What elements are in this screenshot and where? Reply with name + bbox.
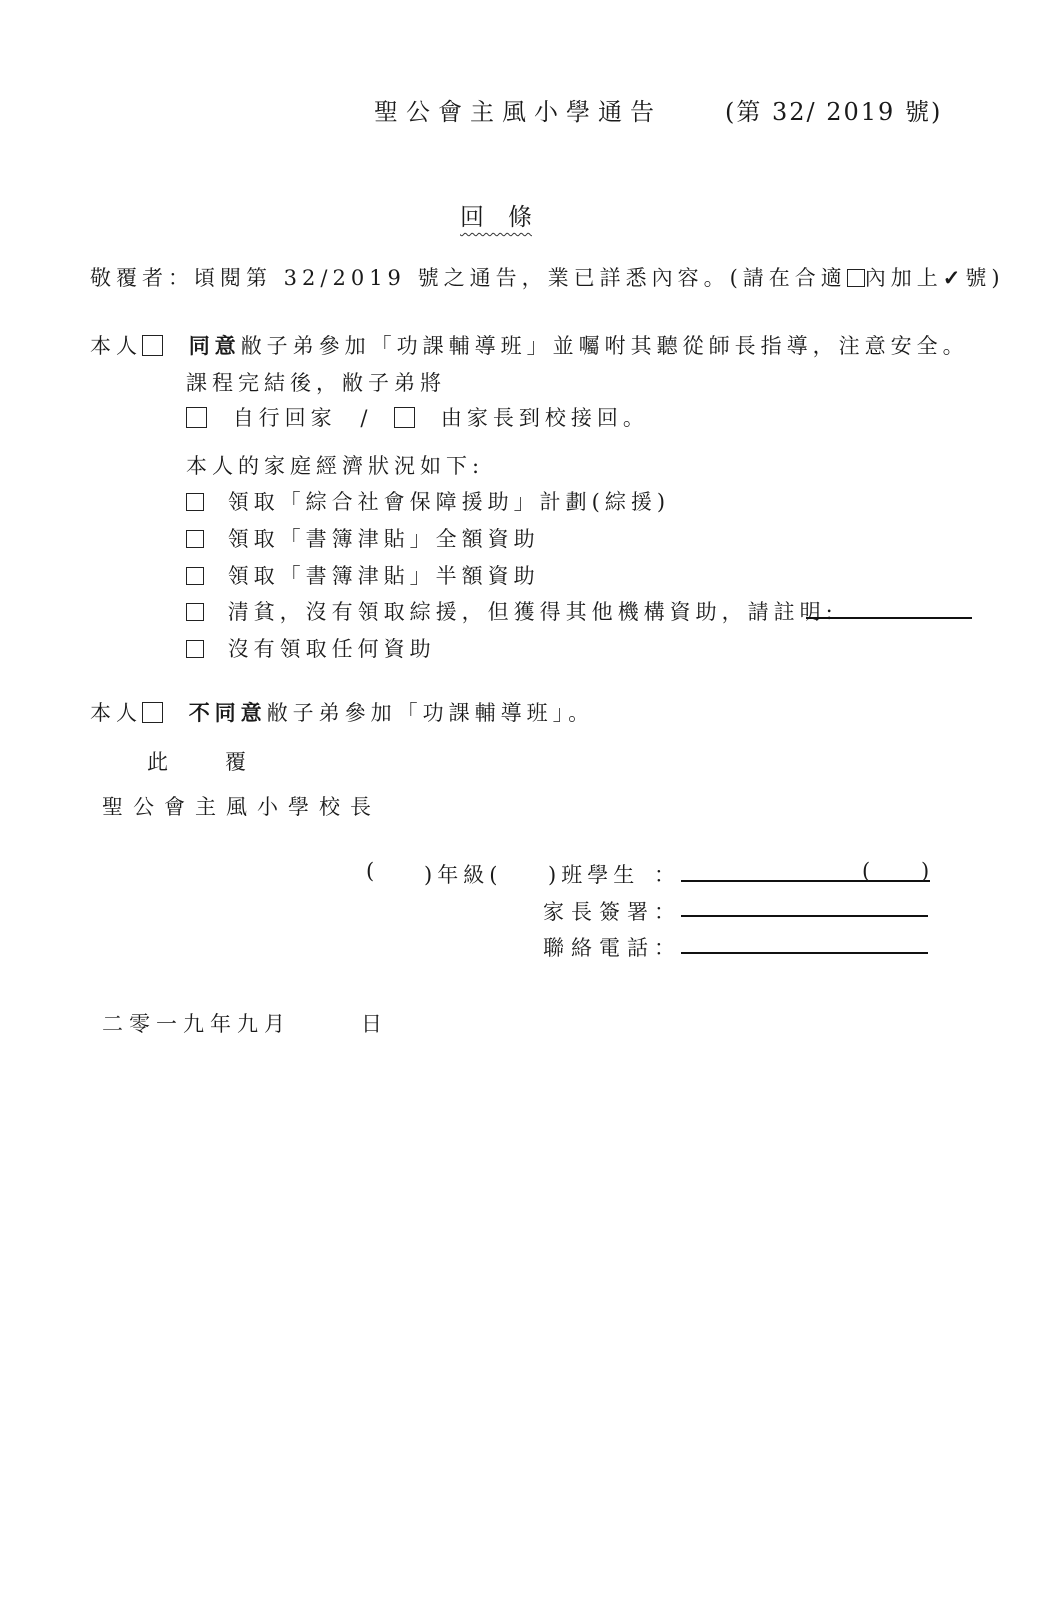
reply-slip-title: 回 條 bbox=[460, 203, 532, 231]
student-colon: ： bbox=[654, 863, 675, 887]
parent-pickup-checkbox[interactable] bbox=[394, 407, 415, 428]
phone-colon: ： bbox=[654, 936, 675, 960]
agree-prefix: 本人 bbox=[90, 334, 142, 358]
disagree-prefix: 本人 bbox=[90, 701, 142, 725]
agree-label: 同意 bbox=[188, 333, 241, 358]
parent-signature-label: 家長簽署 bbox=[543, 900, 655, 924]
student-number-paren-close: ) bbox=[921, 859, 930, 883]
check-mark-icon: ✓ bbox=[942, 265, 966, 290]
disagree-label: 不同意 bbox=[188, 700, 267, 725]
economic-option-3 bbox=[186, 560, 540, 590]
agree-line2: 課程完結後，敝子弟將 bbox=[186, 371, 446, 395]
economic-checkbox-2[interactable] bbox=[186, 530, 204, 548]
phone-blank[interactable] bbox=[681, 952, 928, 954]
intro-text: 敬覆者：頃閱第 32/2019 號之通告，業已詳悉內容。(請在合適 bbox=[90, 266, 847, 290]
notice-number: (第 32/ 2019 號) bbox=[725, 98, 943, 126]
closing: 此 覆 bbox=[147, 750, 264, 774]
parent-signature-blank[interactable] bbox=[681, 915, 928, 917]
economic-label-5: 沒有領取任何資助 bbox=[227, 637, 436, 661]
economic-label-3: 領取「書簿津貼」半額資助 bbox=[227, 564, 540, 588]
economic-checkbox-3[interactable] bbox=[186, 567, 204, 585]
economic-label-4: 清貧，沒有領取綜援，但獲得其他機構資助，請註明: bbox=[227, 600, 838, 624]
parent-pickup-label: 由家長到校接回。 bbox=[440, 406, 649, 430]
school-notice-title: 聖公會主風小學通告 bbox=[374, 98, 662, 126]
parent-colon: ： bbox=[654, 900, 675, 924]
intro-end: 號) bbox=[965, 266, 1005, 290]
disagree-checkbox[interactable] bbox=[142, 702, 163, 723]
economic-option-2 bbox=[186, 523, 540, 553]
pickup-row bbox=[186, 402, 649, 432]
economic-label-1: 領取「綜合社會保障援助」計劃(綜援) bbox=[227, 490, 671, 514]
economic-option-4 bbox=[186, 596, 838, 626]
date-year-month: 二零一九年九月 bbox=[102, 1012, 291, 1036]
phone-label: 聯絡電話 bbox=[543, 936, 655, 960]
economic-option-5 bbox=[186, 633, 436, 663]
grade-label: )年級( bbox=[424, 863, 503, 887]
legend-checkbox bbox=[847, 269, 865, 287]
disagree-text: 敝子弟參加「功課輔導班」。 bbox=[266, 701, 595, 725]
intro-suffix: 內加上 bbox=[864, 266, 943, 290]
agree-checkbox[interactable] bbox=[142, 335, 163, 356]
disagree-row bbox=[90, 697, 594, 727]
intro-line bbox=[90, 262, 1005, 292]
economic-checkbox-1[interactable] bbox=[186, 493, 204, 511]
class-student-label: )班學生 bbox=[548, 863, 640, 887]
economic-checkbox-5[interactable] bbox=[186, 640, 204, 658]
agree-row bbox=[90, 330, 969, 360]
self-home-label: 自行回家 bbox=[232, 406, 337, 430]
economic-title: 本人的家庭經濟狀況如下: bbox=[186, 454, 485, 478]
student-number-paren-open: ( bbox=[862, 859, 871, 883]
economic-checkbox-4[interactable] bbox=[186, 603, 204, 621]
agree-text: 敝子弟參加「功課輔導班」並囑咐其聽從師長指導，注意安全。 bbox=[240, 334, 969, 358]
economic-label-2: 領取「書簿津貼」全額資助 bbox=[227, 527, 540, 551]
economic-option-1 bbox=[186, 486, 670, 516]
recipient: 聖公會主風小學校長 bbox=[102, 795, 381, 819]
self-home-checkbox[interactable] bbox=[186, 407, 207, 428]
date-day: 日 bbox=[361, 1012, 382, 1036]
student-name-blank[interactable] bbox=[681, 880, 930, 882]
other-funding-blank[interactable] bbox=[806, 617, 972, 619]
pickup-separator: / bbox=[360, 406, 373, 430]
class-open-paren: ( bbox=[366, 859, 375, 883]
